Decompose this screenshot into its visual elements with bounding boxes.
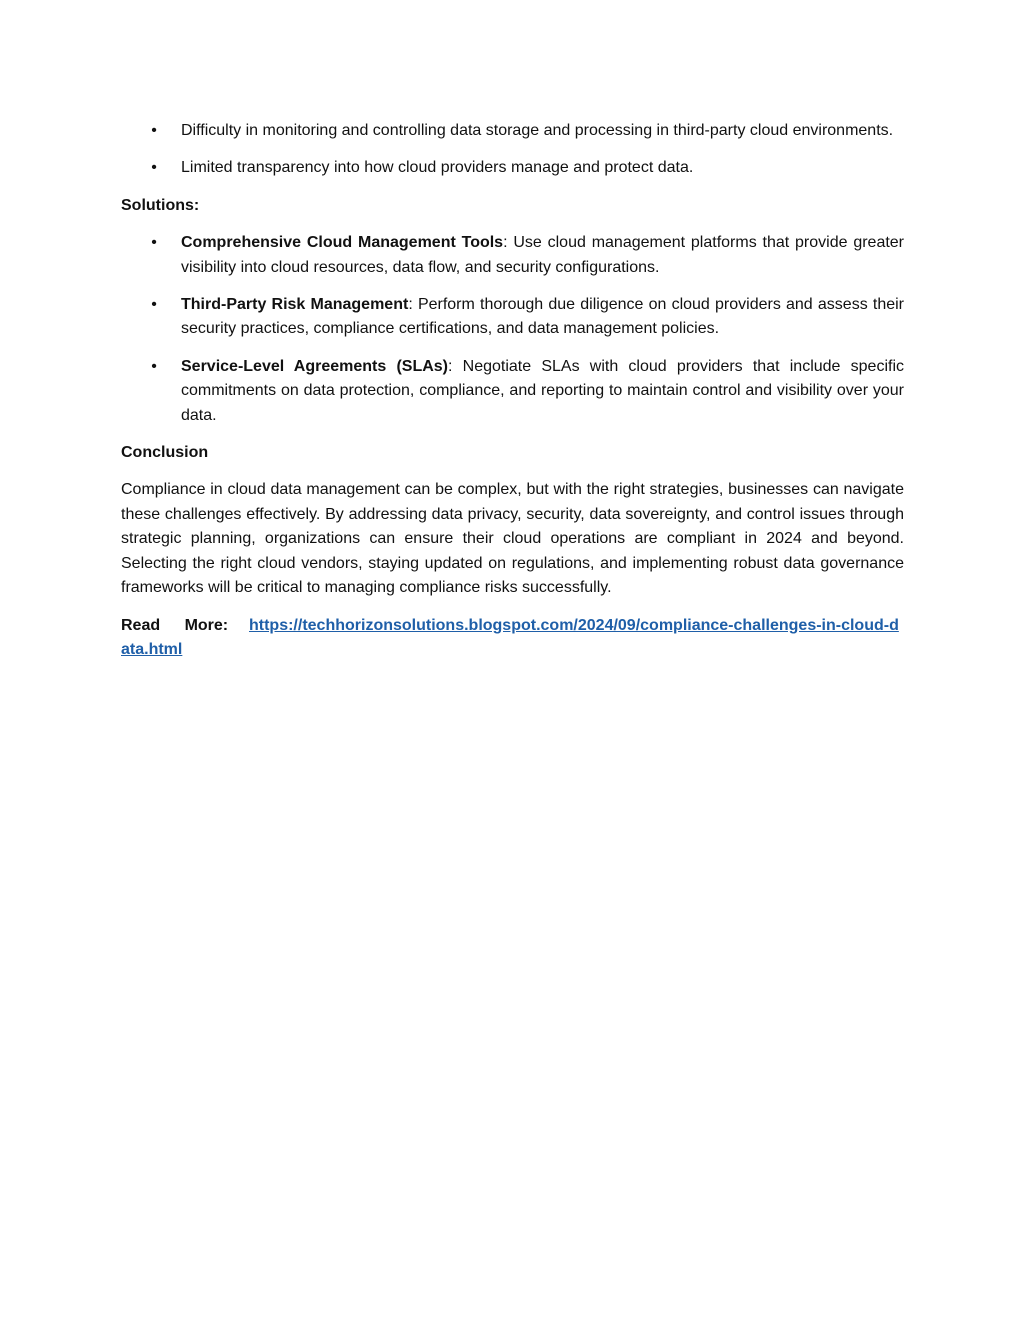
- list-item: [121, 119, 904, 143]
- solution-text: : Negotiate SLAs with cloud providers that include specific commitments on data protection, compliance, and reporting to maintain control and visibility over your data.: [181, 357, 904, 424]
- bullet-icon: •: [151, 296, 157, 314]
- list-item: [121, 156, 904, 180]
- solution-term: Service-Level Agreements (SLAs): [181, 357, 449, 375]
- document-content: [121, 119, 904, 662]
- solutions-list: [121, 231, 904, 428]
- list-item: [121, 231, 904, 280]
- list-item: [121, 355, 904, 428]
- read-more-label: Read More:: [121, 616, 229, 634]
- read-more: [121, 614, 904, 663]
- challenges-list: [121, 119, 904, 181]
- solution-text: : Use cloud management platforms that provide greater visibility into cloud resources, data flow, and security configurations.: [181, 234, 905, 276]
- solution-term: Third-Party Risk Management: [181, 296, 409, 314]
- bullet-icon: •: [151, 234, 157, 252]
- list-item-text: Difficulty in monitoring and controlling data storage and processing in third-party cloud environments.: [181, 122, 894, 139]
- solution-text: : Perform thorough due diligence on cloud providers and assess their security practices, compliance certifications, and data management policies.: [181, 296, 905, 338]
- read-more-link[interactable]: https://techhorizonsolutions.blogspot.com/2024/09/compliance-challenges-in-cloud-data.html: [121, 616, 899, 658]
- solution-term: Comprehensive Cloud Management Tools: [181, 234, 504, 252]
- bullet-icon: •: [151, 159, 157, 177]
- bullet-icon: •: [151, 122, 157, 139]
- bullet-icon: •: [151, 357, 157, 375]
- list-item: [121, 293, 904, 342]
- conclusion-paragraph: Compliance in cloud data management can be complex, but with the right strategies, businesses can navigate these challenges effectively. By addressing data privacy, security, data sovereignty, and control issues through strategic planning, organizations can ensure their cloud operations are compliant in 2024 and beyond. Selecting the right cloud vendors, staying updated on regulations, and implementing robust data governance frameworks will be critical to managing compliance risks successfully.: [121, 481, 904, 597]
- solutions-heading: Solutions:: [121, 196, 200, 214]
- conclusion-heading: Conclusion: [121, 444, 209, 462]
- list-item-text: Limited transparency into how cloud providers manage and protect data.: [181, 159, 694, 177]
